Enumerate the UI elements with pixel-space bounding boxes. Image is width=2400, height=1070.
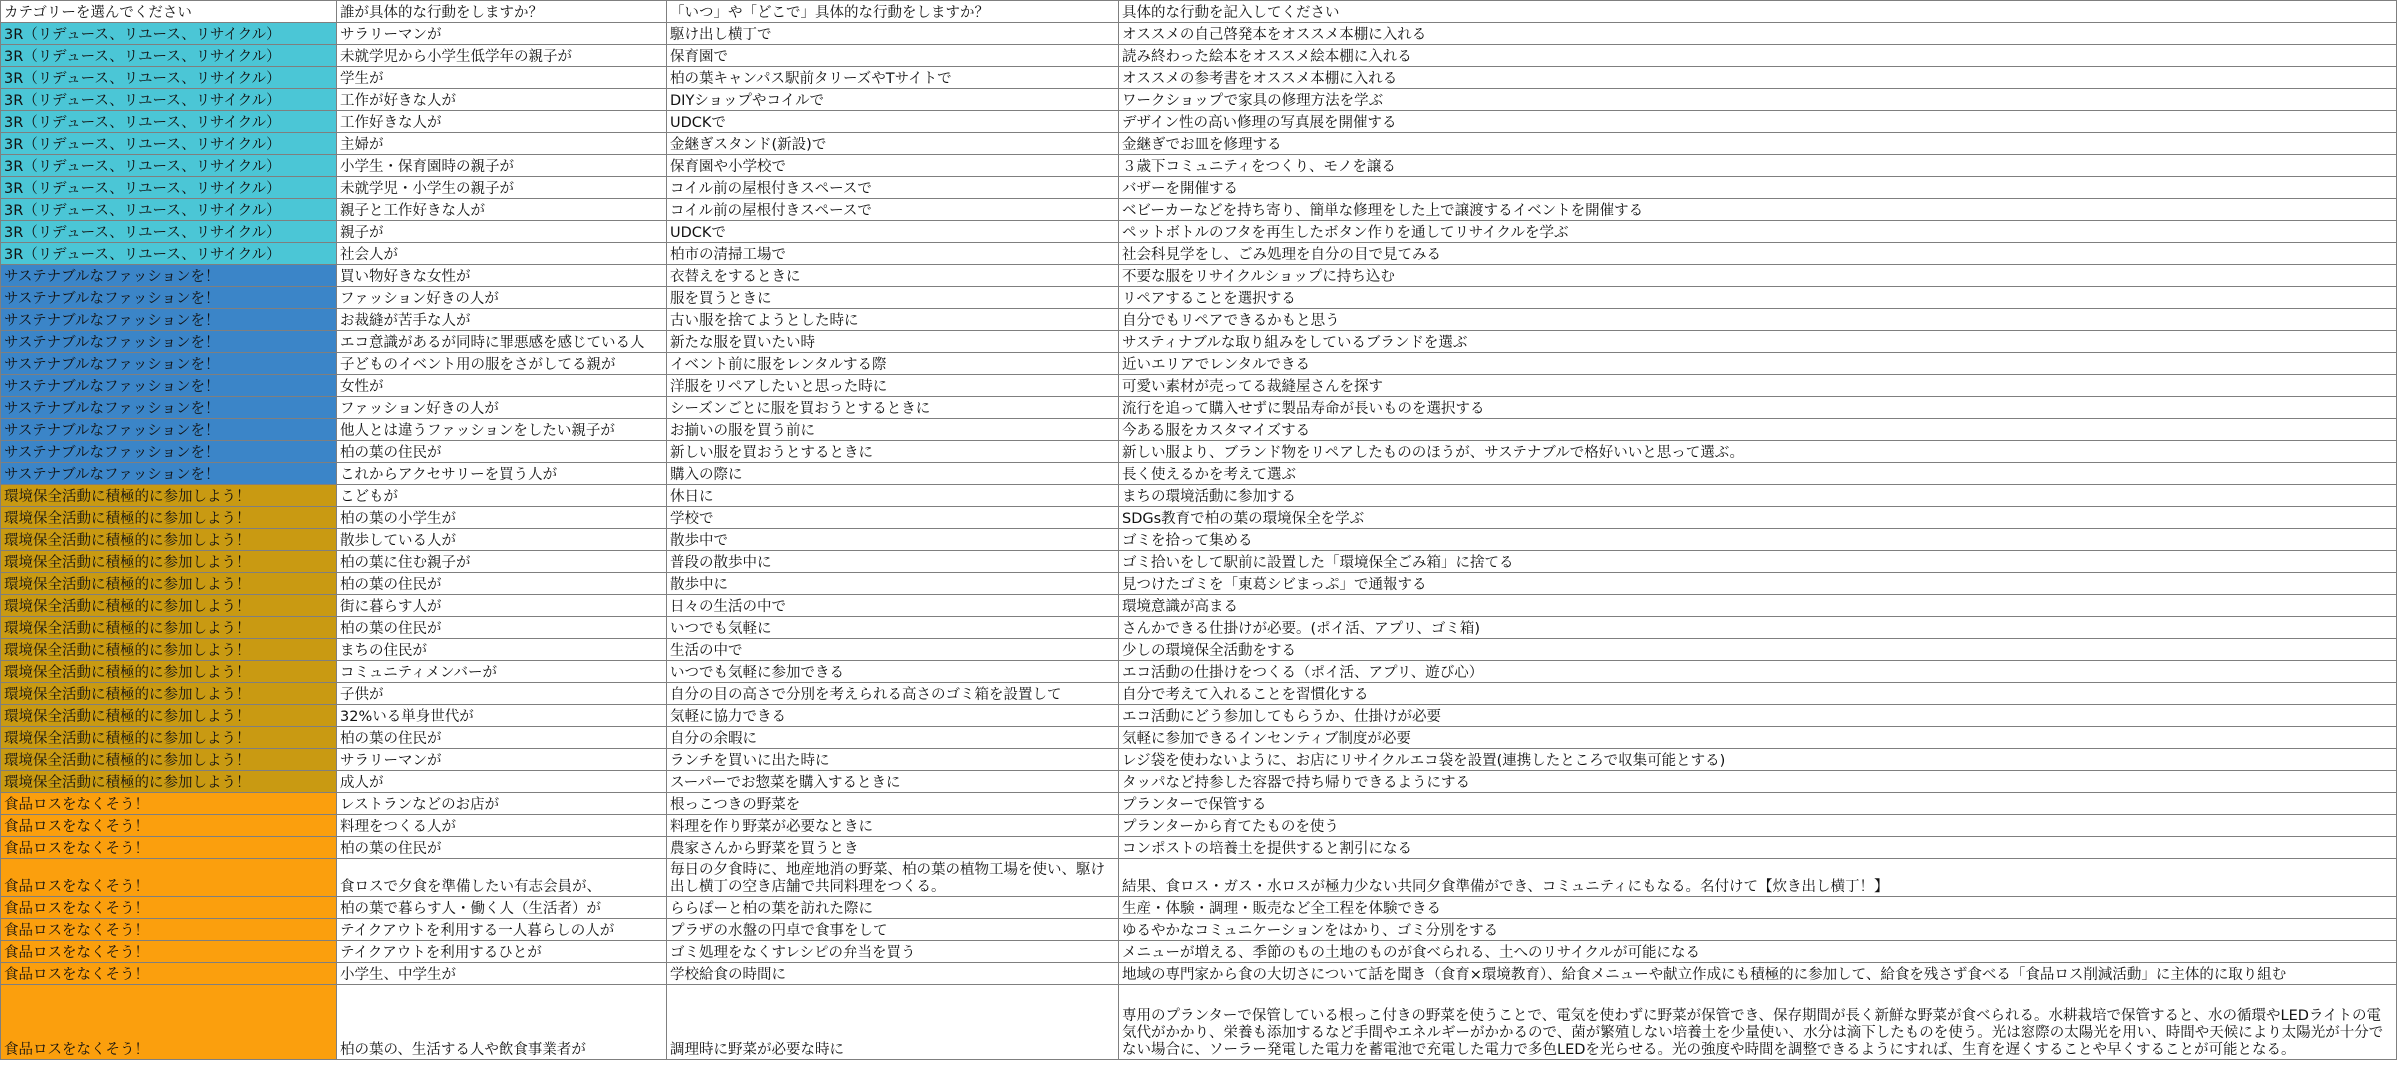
when-where-cell[interactable]: 自分の目の高さで分別を考えられる高さのゴミ箱を設置して <box>667 683 1119 705</box>
action-cell[interactable]: 自分でもリペアできるかもと思う <box>1119 309 2397 331</box>
category-cell[interactable]: サステナブルなファッションを！ <box>1 309 337 331</box>
table-row <box>1 67 2397 89</box>
action-cell[interactable]: エコ活動の仕掛けをつくる（ポイ活、アプリ、遊び心） <box>1119 661 2397 683</box>
header-row <box>1 1 2397 23</box>
when-where-cell[interactable]: シーズンごとに服を買おうとするときに <box>667 397 1119 419</box>
action-cell[interactable]: 環境意識が高まる <box>1119 595 2397 617</box>
table-row <box>1 441 2397 463</box>
table-row <box>1 265 2397 287</box>
table-row <box>1 897 2397 919</box>
when-where-cell[interactable]: コイル前の屋根付きスペースで <box>667 199 1119 221</box>
table-row <box>1 397 2397 419</box>
who-cell[interactable]: 料理をつくる人が <box>337 815 667 837</box>
table-row <box>1 639 2397 661</box>
table-row <box>1 89 2397 111</box>
table-row <box>1 963 2397 985</box>
table-row <box>1 859 2397 897</box>
when-where-cell[interactable]: プラザの水盤の円卓で食事をして <box>667 919 1119 941</box>
when-where-cell[interactable]: UDCKで <box>667 111 1119 133</box>
who-cell[interactable]: 工作好きな人が <box>337 111 667 133</box>
table-row <box>1 177 2397 199</box>
who-cell[interactable]: 柏の葉の住民が <box>337 573 667 595</box>
when-where-cell[interactable]: 洋服をリペアしたいと思った時に <box>667 375 1119 397</box>
table-row <box>1 837 2397 859</box>
table-row <box>1 727 2397 749</box>
action-cell[interactable]: 読み終わった絵本をオススメ絵本棚に入れる <box>1119 45 2397 67</box>
who-cell[interactable]: 柏の葉の住民が <box>337 617 667 639</box>
when-where-cell[interactable]: 服を買うときに <box>667 287 1119 309</box>
when-where-cell[interactable]: 根っこつきの野菜を <box>667 793 1119 815</box>
when-where-cell[interactable]: 金継ぎスタンド(新設)で <box>667 133 1119 155</box>
when-where-cell[interactable]: 衣替えをするときに <box>667 265 1119 287</box>
when-where-cell[interactable]: 保育園や小学校で <box>667 155 1119 177</box>
action-cell[interactable]: 見つけたゴミを「東葛シビまっぷ」で通報する <box>1119 573 2397 595</box>
action-cell[interactable]: 流行を追って購入せずに製品寿命が長いものを選択する <box>1119 397 2397 419</box>
who-cell[interactable]: 小学生・保育園時の親子が <box>337 155 667 177</box>
category-cell[interactable]: 3R（リデュース、リユース、リサイクル） <box>1 199 337 221</box>
when-where-cell[interactable]: 柏の葉キャンパス駅前タリーズやTサイトで <box>667 67 1119 89</box>
action-cell[interactable]: 自分で考えて入れることを習慣化する <box>1119 683 2397 705</box>
table-row <box>1 595 2397 617</box>
action-cell[interactable]: ゴミを拾って集める <box>1119 529 2397 551</box>
action-cell[interactable]: ゆるやかなコミュニケーションをはかり、ゴミ分別をする <box>1119 919 2397 941</box>
who-cell[interactable]: 柏の葉の住民が <box>337 441 667 463</box>
who-cell[interactable]: 柏の葉の住民が <box>337 837 667 859</box>
category-cell[interactable]: サステナブルなファッションを！ <box>1 419 337 441</box>
category-cell[interactable]: 3R（リデュース、リユース、リサイクル） <box>1 23 337 45</box>
category-cell[interactable]: 食品ロスをなくそう！ <box>1 897 337 919</box>
who-cell[interactable]: 小学生、中学生が <box>337 963 667 985</box>
who-cell[interactable]: サラリーマンが <box>337 749 667 771</box>
when-where-cell[interactable]: ららぽーと柏の葉を訪れた際に <box>667 897 1119 919</box>
when-where-cell[interactable]: 学校給食の時間に <box>667 963 1119 985</box>
category-cell[interactable]: サステナブルなファッションを！ <box>1 287 337 309</box>
table-row <box>1 287 2397 309</box>
action-cell[interactable]: 少しの環境保全活動をする <box>1119 639 2397 661</box>
table-row <box>1 199 2397 221</box>
table-row <box>1 771 2397 793</box>
category-cell[interactable]: 環境保全活動に積極的に参加しよう！ <box>1 595 337 617</box>
header-cell-who[interactable]: 誰が具体的な行動をしますか？ <box>337 1 667 23</box>
category-cell[interactable]: 食品ロスをなくそう！ <box>1 837 337 859</box>
category-cell[interactable]: 食品ロスをなくそう！ <box>1 919 337 941</box>
action-cell[interactable]: レジ袋を使わないように、お店にリサイクルエコ袋を設置(連携したところで収集可能とする) <box>1119 749 2397 771</box>
header-cell-action[interactable]: 具体的な行動を記入してください <box>1119 1 2397 23</box>
category-cell[interactable]: サステナブルなファッションを！ <box>1 375 337 397</box>
action-cell[interactable]: 地域の専門家から食の大切さについて話を聞き（食育×環境教育）、給食メニューや献立作成にも積極的に参加して、給食を残さず食べる「食品ロス削減活動」に主体的に取り組む <box>1119 963 2397 985</box>
category-cell[interactable]: 食品ロスをなくそう！ <box>1 815 337 837</box>
category-cell[interactable]: 環境保全活動に積極的に参加しよう！ <box>1 727 337 749</box>
action-cell[interactable]: 社会科見学をし、ごみ処理を自分の目で見てみる <box>1119 243 2397 265</box>
table-row <box>1 221 2397 243</box>
when-where-cell[interactable]: DIYショップやコイルで <box>667 89 1119 111</box>
table-row <box>1 617 2397 639</box>
action-cell[interactable]: サスティナブルな取り組みをしているブランドを選ぶ <box>1119 331 2397 353</box>
when-where-cell[interactable]: 生活の中で <box>667 639 1119 661</box>
category-cell[interactable]: 3R（リデュース、リユース、リサイクル） <box>1 67 337 89</box>
category-cell[interactable]: 食品ロスをなくそう！ <box>1 859 337 897</box>
table-row <box>1 463 2397 485</box>
category-cell[interactable]: 食品ロスをなくそう！ <box>1 985 337 1060</box>
action-cell[interactable]: 生産・体験・調理・販売など全工程を体験できる <box>1119 897 2397 919</box>
table-row <box>1 919 2397 941</box>
when-where-cell[interactable]: 新たな服を買いたい時 <box>667 331 1119 353</box>
when-where-cell[interactable]: スーパーでお惣菜を購入するときに <box>667 771 1119 793</box>
category-cell[interactable]: 環境保全活動に積極的に参加しよう！ <box>1 705 337 727</box>
who-cell[interactable]: 女性が <box>337 375 667 397</box>
when-where-cell[interactable]: 料理を作り野菜が必要なときに <box>667 815 1119 837</box>
table-row <box>1 551 2397 573</box>
when-where-cell[interactable]: ランチを買いに出た時に <box>667 749 1119 771</box>
category-cell[interactable]: 環境保全活動に積極的に参加しよう！ <box>1 529 337 551</box>
table-row <box>1 331 2397 353</box>
category-cell[interactable]: サステナブルなファッションを！ <box>1 331 337 353</box>
when-where-cell[interactable]: 柏市の清掃工場で <box>667 243 1119 265</box>
when-where-cell[interactable]: 新しい服を買おうとするときに <box>667 441 1119 463</box>
who-cell[interactable]: エコ意識があるが同時に罪悪感を感じている人 <box>337 331 667 353</box>
action-cell[interactable]: プランターで保管する <box>1119 793 2397 815</box>
who-cell[interactable]: 子供が <box>337 683 667 705</box>
when-where-cell[interactable]: いつでも気軽に <box>667 617 1119 639</box>
category-cell[interactable]: 3R（リデュース、リユース、リサイクル） <box>1 177 337 199</box>
table-row <box>1 793 2397 815</box>
category-cell[interactable]: 環境保全活動に積極的に参加しよう！ <box>1 749 337 771</box>
table-row <box>1 309 2397 331</box>
action-cell[interactable]: 不要な服をリサイクルショップに持ち込む <box>1119 265 2397 287</box>
table-row <box>1 705 2397 727</box>
table-row <box>1 941 2397 963</box>
category-cell[interactable]: サステナブルなファッションを！ <box>1 353 337 375</box>
when-where-cell[interactable]: 農家さんから野菜を買うとき <box>667 837 1119 859</box>
who-cell[interactable]: レストランなどのお店が <box>337 793 667 815</box>
category-cell[interactable]: サステナブルなファッションを！ <box>1 265 337 287</box>
when-where-cell[interactable]: 購入の際に <box>667 463 1119 485</box>
who-cell[interactable]: 工作が好きな人が <box>337 89 667 111</box>
who-cell[interactable]: 街に暮らす人が <box>337 595 667 617</box>
table-row <box>1 133 2397 155</box>
when-where-cell[interactable]: コイル前の屋根付きスペースで <box>667 177 1119 199</box>
when-where-cell[interactable]: 保育園で <box>667 45 1119 67</box>
action-cell[interactable]: コンポストの培養土を提供すると割引になる <box>1119 837 2397 859</box>
action-cell[interactable]: 可愛い素材が売ってる裁縫屋さんを探す <box>1119 375 2397 397</box>
category-cell[interactable]: 3R（リデュース、リユース、リサイクル） <box>1 155 337 177</box>
spreadsheet-body <box>1 1 2397 1060</box>
action-cell[interactable]: SDGs教育で柏の葉の環境保全を学ぶ <box>1119 507 2397 529</box>
who-cell[interactable]: 学生が <box>337 67 667 89</box>
who-cell[interactable]: コミュニティメンバーが <box>337 661 667 683</box>
category-cell[interactable]: 環境保全活動に積極的に参加しよう！ <box>1 617 337 639</box>
table-row <box>1 749 2397 771</box>
action-cell[interactable]: ３歳下コミュニティをつくり、モノを譲る <box>1119 155 2397 177</box>
who-cell[interactable]: 親子と工作好きな人が <box>337 199 667 221</box>
header-cell-category[interactable]: カテゴリーを選んでください <box>1 1 337 23</box>
category-cell[interactable]: 3R（リデュース、リユース、リサイクル） <box>1 243 337 265</box>
category-cell[interactable]: サステナブルなファッションを！ <box>1 397 337 419</box>
table-row <box>1 353 2397 375</box>
category-cell[interactable]: 3R（リデュース、リユース、リサイクル） <box>1 221 337 243</box>
table-row <box>1 529 2397 551</box>
when-where-cell[interactable]: お揃いの服を買う前に <box>667 419 1119 441</box>
when-where-cell[interactable]: ゴミ処理をなくすレシピの弁当を買う <box>667 941 1119 963</box>
category-cell[interactable]: サステナブルなファッションを！ <box>1 463 337 485</box>
who-cell[interactable]: 主婦が <box>337 133 667 155</box>
when-where-cell[interactable]: 普段の散歩中に <box>667 551 1119 573</box>
who-cell[interactable]: 柏の葉の住民が <box>337 727 667 749</box>
table-row <box>1 23 2397 45</box>
category-cell[interactable]: 食品ロスをなくそう！ <box>1 941 337 963</box>
when-where-cell[interactable]: イベント前に服をレンタルする際 <box>667 353 1119 375</box>
action-cell[interactable]: ベビーカーなどを持ち寄り、簡単な修理をした上で譲渡するイベントを開催する <box>1119 199 2397 221</box>
action-cell[interactable]: オススメの参考書をオススメ本棚に入れる <box>1119 67 2397 89</box>
action-cell[interactable]: デザイン性の高い修理の写真展を開催する <box>1119 111 2397 133</box>
action-cell[interactable]: 長く使えるかを考えて選ぶ <box>1119 463 2397 485</box>
category-cell[interactable]: 環境保全活動に積極的に参加しよう！ <box>1 771 337 793</box>
who-cell[interactable]: 成人が <box>337 771 667 793</box>
when-where-cell[interactable]: 駆け出し横丁で <box>667 23 1119 45</box>
category-cell[interactable]: 食品ロスをなくそう！ <box>1 963 337 985</box>
action-cell[interactable]: オススメの自己啓発本をオススメ本棚に入れる <box>1119 23 2397 45</box>
who-cell[interactable]: 子どものイベント用の服をさがしてる親が <box>337 353 667 375</box>
when-where-cell[interactable]: いつでも気軽に参加できる <box>667 661 1119 683</box>
who-cell[interactable]: 柏の葉で暮らす人・働く人（生活者）が <box>337 897 667 919</box>
category-cell[interactable]: 環境保全活動に積極的に参加しよう！ <box>1 661 337 683</box>
action-cell[interactable]: バザーを開催する <box>1119 177 2397 199</box>
who-cell[interactable]: 柏の葉の、生活する人や飲食事業者が <box>337 985 667 1060</box>
who-cell[interactable]: サラリーマンが <box>337 23 667 45</box>
action-cell[interactable]: 近いエリアでレンタルできる <box>1119 353 2397 375</box>
category-cell[interactable]: 食品ロスをなくそう！ <box>1 793 337 815</box>
table-row <box>1 485 2397 507</box>
who-cell[interactable]: テイクアウトを利用する一人暮らしの人が <box>337 919 667 941</box>
action-cell[interactable]: 今ある服をカスタマイズする <box>1119 419 2397 441</box>
table-row <box>1 155 2397 177</box>
action-cell[interactable]: 新しい服より、ブランド物をリペアしたもののほうが、サステナブルで格好いいと思って選ぶ。 <box>1119 441 2397 463</box>
category-cell[interactable]: 3R（リデュース、リユース、リサイクル） <box>1 45 337 67</box>
table-row <box>1 243 2397 265</box>
action-cell[interactable]: 気軽に参加できるインセンティブ制度が必要 <box>1119 727 2397 749</box>
who-cell[interactable]: まちの住民が <box>337 639 667 661</box>
category-cell[interactable]: 3R（リデュース、リユース、リサイクル） <box>1 89 337 111</box>
action-cell[interactable]: プランターから育てたものを使う <box>1119 815 2397 837</box>
who-cell[interactable]: ファッション好きの人が <box>337 397 667 419</box>
category-cell[interactable]: 環境保全活動に積極的に参加しよう！ <box>1 507 337 529</box>
category-cell[interactable]: 環境保全活動に積極的に参加しよう！ <box>1 683 337 705</box>
category-cell[interactable]: 環境保全活動に積極的に参加しよう！ <box>1 639 337 661</box>
when-where-cell[interactable]: 散歩中に <box>667 573 1119 595</box>
category-cell[interactable]: サステナブルなファッションを！ <box>1 441 337 463</box>
table-row <box>1 45 2397 67</box>
action-cell[interactable]: 結果、食ロス・ガス・水ロスが極力少ない共同夕食準備ができ、コミュニティにもなる。名付けて【炊き出し横丁！】 <box>1119 859 2397 897</box>
when-where-cell[interactable]: UDCKで <box>667 221 1119 243</box>
who-cell[interactable]: お裁縫が苦手な人が <box>337 309 667 331</box>
who-cell[interactable]: ファッション好きの人が <box>337 287 667 309</box>
who-cell[interactable]: テイクアウトを利用するひとが <box>337 941 667 963</box>
when-where-cell[interactable]: 学校で <box>667 507 1119 529</box>
table-row <box>1 111 2397 133</box>
category-cell[interactable]: 環境保全活動に積極的に参加しよう！ <box>1 485 337 507</box>
table-row <box>1 375 2397 397</box>
who-cell[interactable]: 32%いる単身世代が <box>337 705 667 727</box>
when-where-cell[interactable]: 日々の生活の中で <box>667 595 1119 617</box>
who-cell[interactable]: こどもが <box>337 485 667 507</box>
when-where-cell[interactable]: 調理時に野菜が必要な時に <box>667 985 1119 1060</box>
who-cell[interactable]: 社会人が <box>337 243 667 265</box>
when-where-cell[interactable]: 自分の余暇に <box>667 727 1119 749</box>
when-where-cell[interactable]: 古い服を捨てようとした時に <box>667 309 1119 331</box>
when-where-cell[interactable]: 毎日の夕食時に、地産地消の野菜、柏の葉の植物工場を使い、駆け出し横丁の空き店舗で共同料理をつくる。 <box>667 859 1119 897</box>
table-row <box>1 683 2397 705</box>
who-cell[interactable]: 散歩している人が <box>337 529 667 551</box>
who-cell[interactable]: 買い物好きな女性が <box>337 265 667 287</box>
table-row <box>1 507 2397 529</box>
table-row <box>1 815 2397 837</box>
action-cell[interactable]: ワークショップで家具の修理方法を学ぶ <box>1119 89 2397 111</box>
who-cell[interactable]: 親子が <box>337 221 667 243</box>
action-cell[interactable]: メニューが増える、季節のもの土地のものが食べられる、土へのリサイクルが可能になる <box>1119 941 2397 963</box>
table-row <box>1 985 2397 1060</box>
who-cell[interactable]: 他人とは違うファッションをしたい親子が <box>337 419 667 441</box>
header-cell-when-where[interactable]: 「いつ」や「どこで」具体的な行動をしますか？ <box>667 1 1119 23</box>
action-cell[interactable]: 専用のプランターで保管している根っこ付きの野菜を使うことで、電気を使わずに野菜が保管でき、保存期間が長く新鮮な野菜が食べられる。水耕栽培で保管すると、水の循環やLEDライトの電気代がかかり、栄養も添加するなど手間やエネルギーがかかるので、菌が繁殖しない培養土を少量使い、水分は滴下したものを使う。光は窓際の太陽光を用い、時間や天候により太陽光が十分でない場合に、ソーラー発電した電力を蓄電池で充電した電力で多色LEDを光らせる。光の強度や時間を調整できるようにすれば、生育を遅くすることや早くすることが可能となる。 <box>1119 985 2397 1060</box>
when-where-cell[interactable]: 休日に <box>667 485 1119 507</box>
when-where-cell[interactable]: 散歩中で <box>667 529 1119 551</box>
category-cell[interactable]: 3R（リデュース、リユース、リサイクル） <box>1 111 337 133</box>
who-cell[interactable]: 柏の葉に住む親子が <box>337 551 667 573</box>
action-cell[interactable]: ゴミ拾いをして駅前に設置した「環境保全ごみ箱」に捨てる <box>1119 551 2397 573</box>
table-row <box>1 419 2397 441</box>
who-cell[interactable]: 柏の葉の小学生が <box>337 507 667 529</box>
category-cell[interactable]: 環境保全活動に積極的に参加しよう！ <box>1 573 337 595</box>
action-cell[interactable]: タッパなど持参した容器で持ち帰りできるようにする <box>1119 771 2397 793</box>
action-cell[interactable]: ペットボトルのフタを再生したボタン作りを通してリサイクルを学ぶ <box>1119 221 2397 243</box>
category-cell[interactable]: 3R（リデュース、リユース、リサイクル） <box>1 133 337 155</box>
when-where-cell[interactable]: 気軽に協力できる <box>667 705 1119 727</box>
category-cell[interactable]: 環境保全活動に積極的に参加しよう！ <box>1 551 337 573</box>
who-cell[interactable]: これからアクセサリーを買う人が <box>337 463 667 485</box>
who-cell[interactable]: 未就学児から小学生低学年の親子が <box>337 45 667 67</box>
table-row <box>1 661 2397 683</box>
action-cell[interactable]: リペアすることを選択する <box>1119 287 2397 309</box>
who-cell[interactable]: 食ロスで夕食を準備したい有志会員が、 <box>337 859 667 897</box>
action-cell[interactable]: エコ活動にどう参加してもらうか、仕掛けが必要 <box>1119 705 2397 727</box>
action-cell[interactable]: まちの環境活動に参加する <box>1119 485 2397 507</box>
who-cell[interactable]: 未就学児・小学生の親子が <box>337 177 667 199</box>
action-cell[interactable]: 金継ぎでお皿を修理する <box>1119 133 2397 155</box>
action-cell[interactable]: さんかできる仕掛けが必要。(ポイ活、アプリ、ゴミ箱) <box>1119 617 2397 639</box>
table-row <box>1 573 2397 595</box>
